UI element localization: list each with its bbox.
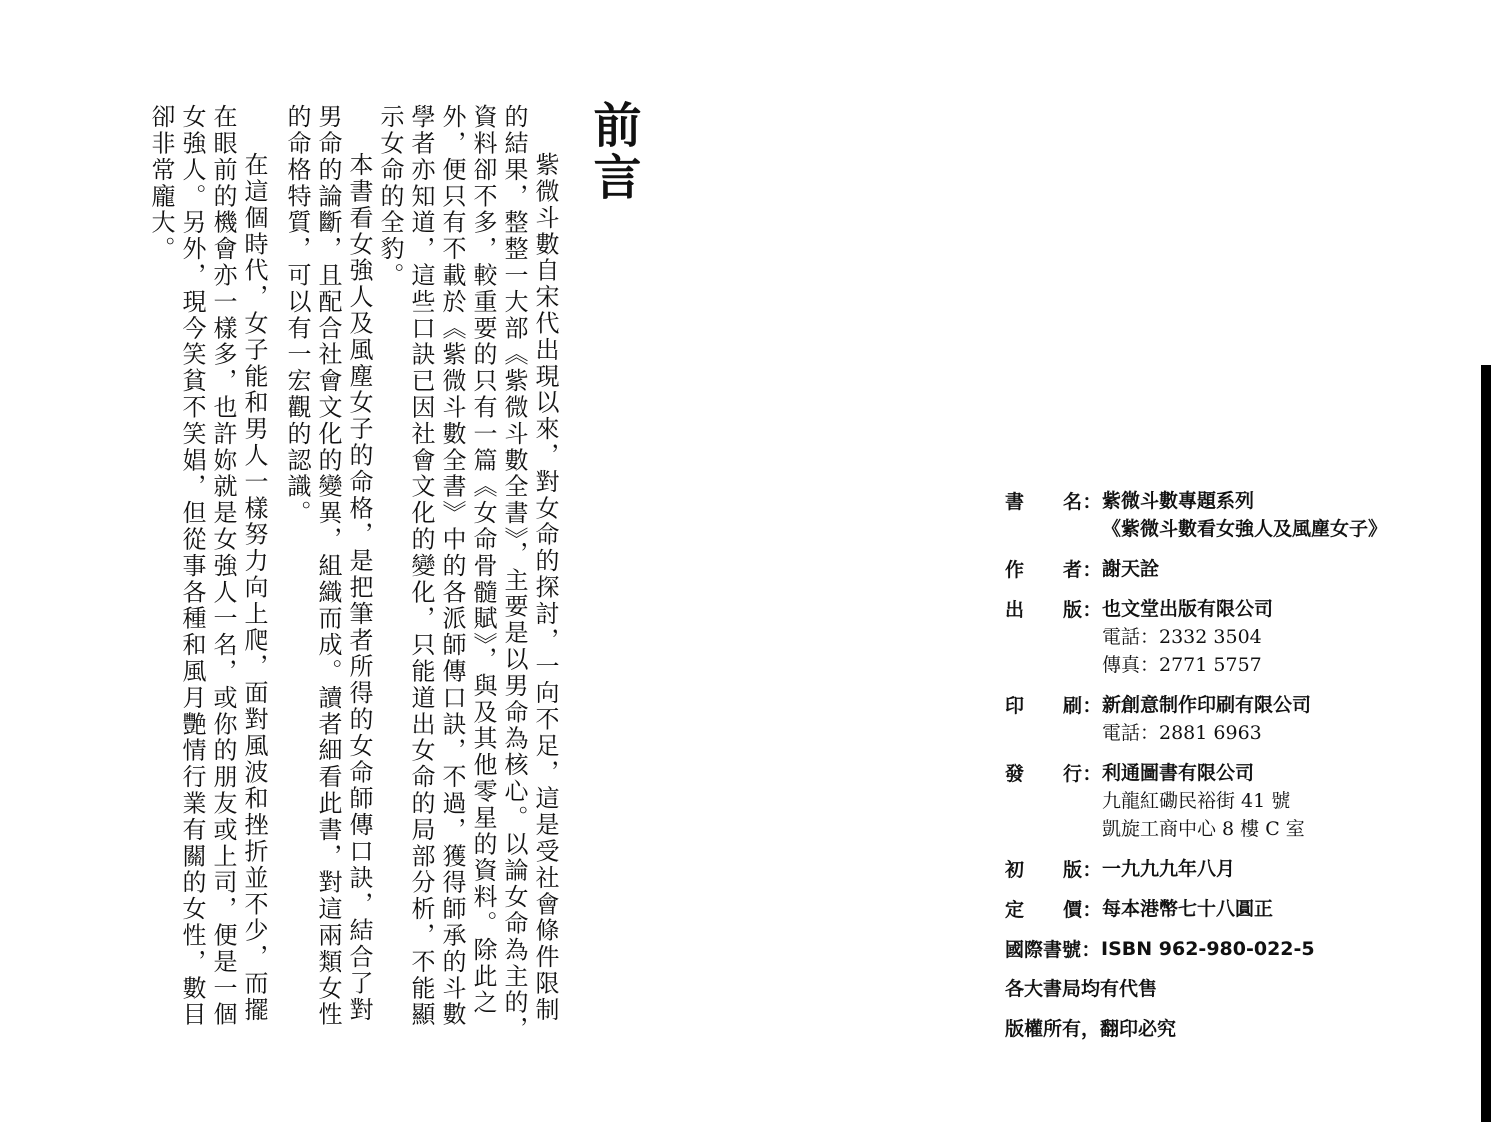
label-char: 價 bbox=[1062, 899, 1082, 921]
sold-note: 各大書局均有代售 bbox=[1005, 978, 1158, 1000]
colon: ： bbox=[1082, 599, 1102, 621]
left-page bbox=[0, 0, 700, 1122]
distributor-values bbox=[1102, 759, 1305, 843]
colophon-row-printer bbox=[1005, 691, 1475, 747]
distributor-address-1: 九龍紅磡民裕街 41 號 bbox=[1102, 790, 1291, 812]
label-char: 出 bbox=[1005, 599, 1025, 621]
printer-tel: 電話：2881 6963 bbox=[1102, 722, 1262, 744]
label-char: 名 bbox=[1062, 491, 1082, 513]
label-char: 版 bbox=[1062, 599, 1082, 621]
label-char: 者 bbox=[1062, 559, 1082, 581]
isbn-value: ISBN 962-980-022-5 bbox=[1101, 938, 1315, 960]
printer-label bbox=[1005, 691, 1082, 718]
copyright-note: 版權所有，翻印必究 bbox=[1005, 1018, 1177, 1040]
price-label bbox=[1005, 895, 1082, 922]
colon: ： bbox=[1082, 763, 1102, 785]
preface-body bbox=[133, 104, 560, 1044]
colophon bbox=[1005, 487, 1475, 1055]
isbn-label: 國際書號 bbox=[1005, 939, 1082, 961]
edition-label bbox=[1005, 855, 1082, 882]
colophon-row-distributor bbox=[1005, 759, 1475, 843]
colophon-row-book-name bbox=[1005, 487, 1475, 543]
publisher-fax: 傳真：2771 5757 bbox=[1102, 654, 1262, 676]
distributor-label bbox=[1005, 759, 1082, 786]
printer-value: 新創意制作印刷有限公司 bbox=[1102, 694, 1312, 716]
colophon-row-publisher bbox=[1005, 595, 1475, 679]
publisher-value: 也文堂出版有限公司 bbox=[1102, 598, 1274, 620]
colon: ： bbox=[1081, 939, 1101, 961]
printer-values bbox=[1102, 691, 1311, 747]
colophon-row-price bbox=[1005, 895, 1475, 923]
page-title: 前言 bbox=[585, 100, 641, 204]
edition-value: 一九九九年八月 bbox=[1102, 858, 1236, 880]
colon: ： bbox=[1082, 559, 1102, 581]
label-char: 印 bbox=[1005, 695, 1025, 717]
publisher-tel: 電話：2332 3504 bbox=[1102, 626, 1262, 648]
preface-paragraph-3: 在這個時代，女子能和男人一樣努力向上爬，面對風波和挫折並不少，而擺在眼前的機會亦一樣多，也許妳就是女強人一名，或你的朋友或上司，便是一個女強人。另外，現今笑貧不笑娼，但從事各種和風月艷情行業有關的女性，數目卻非常龐大。 bbox=[147, 104, 268, 1028]
book-name-values bbox=[1102, 487, 1387, 543]
publisher-values bbox=[1102, 595, 1273, 679]
colophon-row-copyright bbox=[1005, 1015, 1475, 1043]
book-series: 紫微斗數專題系列 bbox=[1102, 490, 1255, 512]
book-name-label bbox=[1005, 487, 1082, 514]
preface-paragraph-1: 紫微斗數自宋代出現以來，對女命的探討，一向不足，這是受社會條件限制的結果，整整一大部《紫微斗數全書》，主要是以男命為核心。以論女命為主的，資料卻不多，較重要的只有一篇《女命骨髓賦》，與及其他零星的資料。除此之外，便只有不載於《紫微斗數全書》中的各派師傳口訣，不過，獲得師承的斗數學者亦知道，這些口訣已因社會文化的變化，只能道出女命的局部分析，不能顯示女命的全豹。 bbox=[376, 104, 559, 1043]
preface-paragraph-2: 本書看女強人及風塵女子的命格，是把筆者所得的女命師傳口訣，結合了對男命的論斷，且配合社會文化的變異，組織而成。讀者細看此書，對這兩類女性的命格特質，可以有一宏觀的認識。 bbox=[283, 104, 373, 1028]
distributor-value: 利通圖書有限公司 bbox=[1102, 762, 1255, 784]
colophon-row-author bbox=[1005, 555, 1475, 583]
book-title: 《紫微斗數看女強人及風塵女子》 bbox=[1102, 518, 1388, 540]
label-char: 作 bbox=[1005, 559, 1025, 581]
colon: ： bbox=[1082, 899, 1102, 921]
label-char: 書 bbox=[1005, 491, 1025, 513]
label-char: 初 bbox=[1005, 859, 1025, 881]
label-char: 版 bbox=[1062, 859, 1082, 881]
colon: ： bbox=[1082, 491, 1102, 513]
colon: ： bbox=[1082, 695, 1102, 717]
page-edge-bar bbox=[1481, 365, 1491, 1122]
colon: ： bbox=[1082, 859, 1102, 881]
publisher-label bbox=[1005, 595, 1082, 622]
colophon-row-isbn bbox=[1005, 935, 1475, 963]
label-char: 發 bbox=[1005, 763, 1025, 785]
label-char: 刷 bbox=[1062, 695, 1082, 717]
colophon-row-sold bbox=[1005, 975, 1475, 1003]
colophon-row-edition bbox=[1005, 855, 1475, 883]
price-value: 每本港幣七十八圓正 bbox=[1102, 898, 1274, 920]
author-value: 謝天詮 bbox=[1102, 558, 1160, 580]
label-char: 行 bbox=[1062, 763, 1082, 785]
author-label bbox=[1005, 555, 1082, 582]
distributor-address-2: 凱旋工商中心 8 樓 C 室 bbox=[1102, 818, 1305, 840]
label-char: 定 bbox=[1005, 899, 1025, 921]
